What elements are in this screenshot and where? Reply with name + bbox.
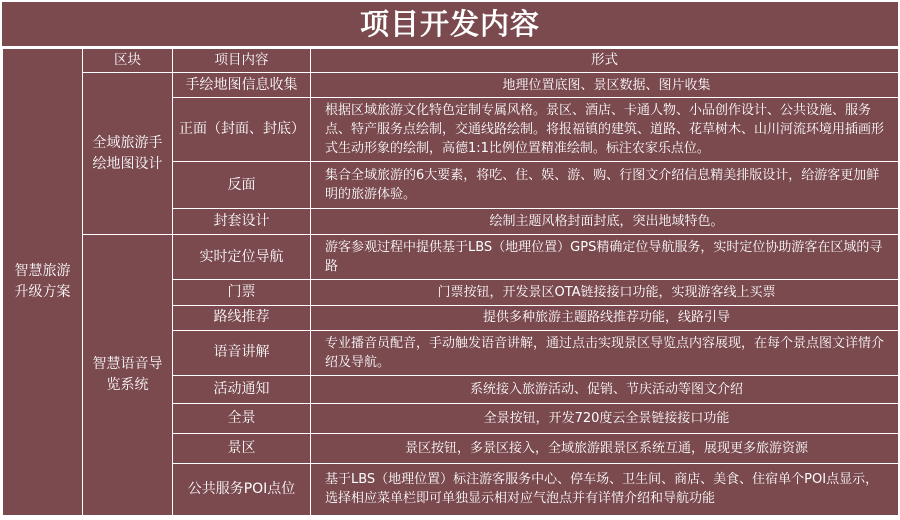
plan-cell: 智慧旅游升级方案	[3, 49, 83, 516]
form-cell: 根据区域旅游文化特色定制专属风格。景区、酒店、卡通人物、小品创作设计、公共设施、服务点、特产服务点绘制，交通线路绘制。将报福镇的建筑、道路、花草树木、山川河流环境用插画形式生动形象的绘制，高德1:1比例位置精准绘制。标注农家乐点位。	[311, 98, 899, 162]
item-cell: 封套设计	[173, 209, 311, 235]
item-cell: 反面	[173, 162, 311, 209]
form-cell: 全景按钮，开发720度云全景链接接口功能	[311, 403, 899, 433]
content-table	[2, 48, 899, 516]
form-cell: 门票按钮，开发景区OTA链接接口功能，实现游客线上买票	[311, 280, 899, 305]
item-cell: 语音讲解	[173, 330, 311, 375]
header-block: 区块	[83, 49, 173, 73]
form-cell: 系统接入旅游活动、促销、节庆活动等图文介绍	[311, 375, 899, 403]
item-cell: 实时定位导航	[173, 235, 311, 280]
group-name-cell: 全域旅游手绘地图设计	[83, 73, 173, 235]
item-cell: 公共服务POI点位	[173, 463, 311, 515]
form-cell: 基于LBS（地理位置）标注游客服务中心、停车场、卫生间、商店、美食、住宿单个POI点显示，选择相应菜单栏即可单独显示相对应气泡点并有详情介绍和导航功能	[311, 463, 899, 515]
item-cell: 正面（封面、封底）	[173, 98, 311, 162]
table-row	[3, 73, 899, 98]
content-sheet	[2, 2, 898, 516]
form-cell: 绘制主题风格封面封底，突出地域特色。	[311, 209, 899, 235]
form-cell: 提供多种旅游主题路线推荐功能，线路引导	[311, 305, 899, 330]
form-cell: 景区按钮，多景区接入，全域旅游跟景区系统互通，展现更多旅游资源	[311, 433, 899, 463]
form-cell: 地理位置底图、景区数据、图片收集	[311, 73, 899, 98]
form-cell: 集合全域旅游的6大要素，将吃、住、娱、游、购、行图文介绍信息精美排版设计，给游客更加鲜明的旅游体验。	[311, 162, 899, 209]
header-item: 项目内容	[173, 49, 311, 73]
item-cell: 手绘地图信息收集	[173, 73, 311, 98]
table-row	[3, 235, 899, 280]
item-cell: 门票	[173, 280, 311, 305]
header-form: 形式	[311, 49, 899, 73]
group-name-cell: 智慧语音导览系统	[83, 235, 173, 516]
form-cell: 游客参观过程中提供基于LBS（地理位置）GPS精确定位导航服务，实时定位协助游客在区域的寻路	[311, 235, 899, 280]
item-cell: 路线推荐	[173, 305, 311, 330]
item-cell: 全景	[173, 403, 311, 433]
item-cell: 景区	[173, 433, 311, 463]
header-row	[3, 49, 899, 73]
form-cell: 专业播音员配音，手动触发语音讲解，通过点击实现景区导览点内容展现，在每个景点图文详情介绍及导航。	[311, 330, 899, 375]
item-cell: 活动通知	[173, 375, 311, 403]
page-title: 项目开发内容	[2, 2, 898, 46]
